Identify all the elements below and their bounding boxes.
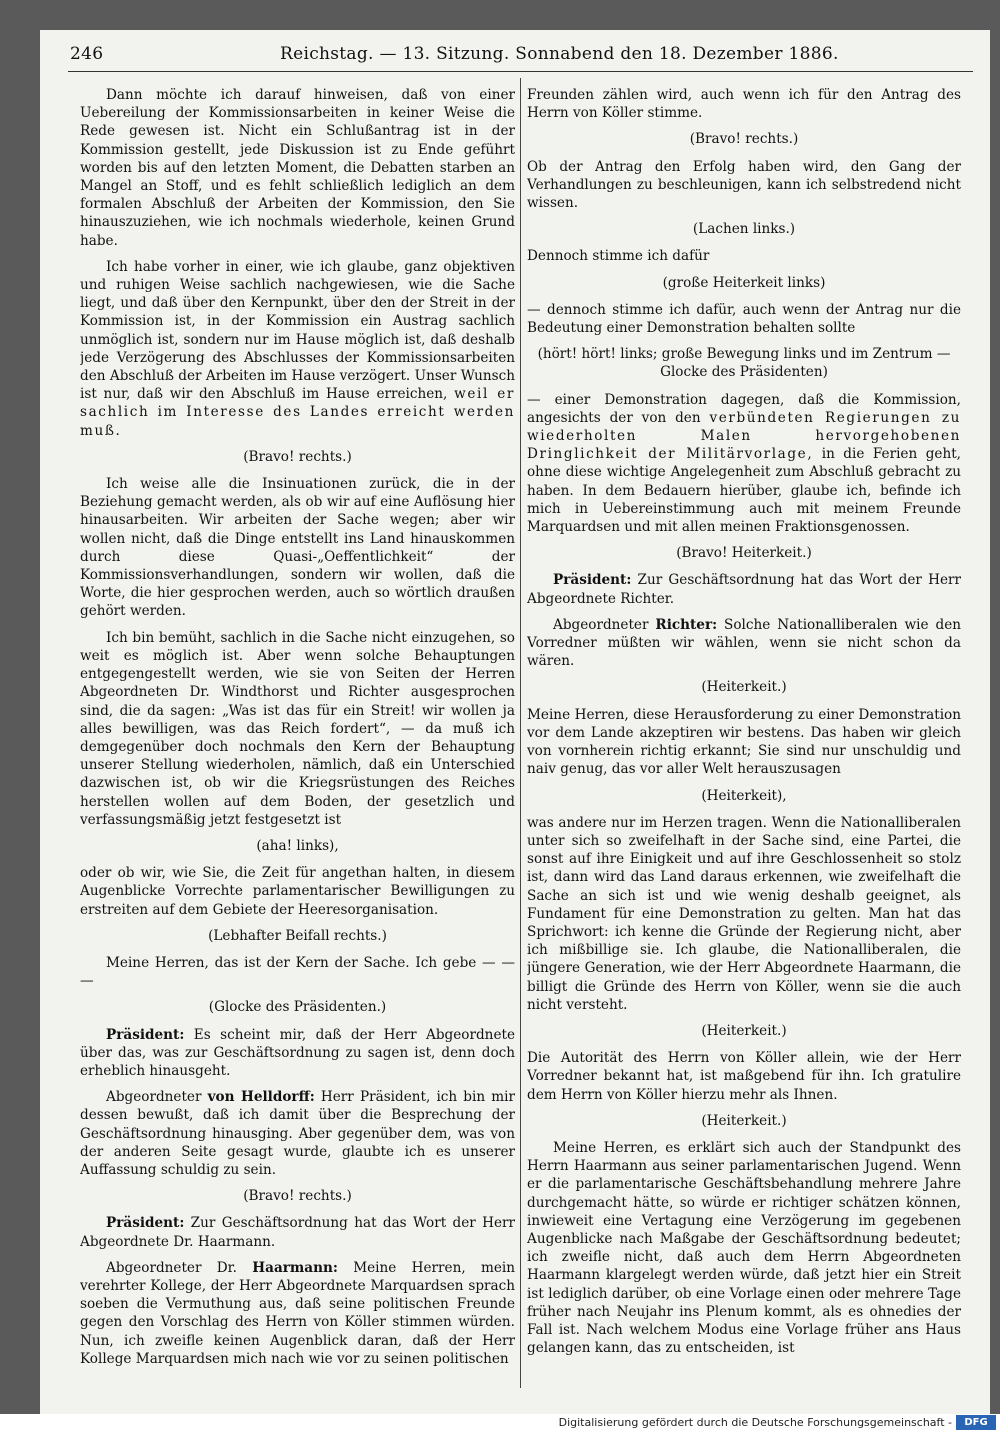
speaker-name: Richter: bbox=[655, 616, 718, 633]
speech-text: Es scheint mir, daß der Herr Abgeordnete über das, was zur Geschäftsordnung zu sagen ist, denn doch erheblich hinausgeht. bbox=[80, 1026, 515, 1079]
paragraph: Dennoch stimme ich dafür bbox=[527, 248, 710, 265]
speech-text: Zur Geschäftsordnung hat das Wort der Herr Abgeordnete Richter. bbox=[527, 572, 961, 607]
speaker-prefix: Abgeordneter Dr. bbox=[106, 1259, 253, 1276]
speech-text: Herr Präsident, ich bin mir dessen bewußt, daß ich damit über die Besprechung der Geschäftsordnung hinausging. Aber gegenüber dem, was von der anderen Seite gesagt wurde, glaubte ich es unserer Auffassung schuldig zu sein. bbox=[80, 1089, 515, 1178]
reaction: (Glocke des Präsidenten.) bbox=[208, 999, 387, 1016]
speaker-prefix: Abgeordneter bbox=[106, 1089, 208, 1106]
header-rule bbox=[68, 71, 973, 72]
reaction: (Heiterkeit), bbox=[701, 787, 787, 804]
speech bbox=[80, 1026, 515, 1081]
speech bbox=[80, 1214, 515, 1250]
paragraph: Ob der Antrag den Erfolg haben wird, den Gang der Verhandlungen zu beschleunigen, kann ich selbstredend nicht wissen. bbox=[527, 158, 961, 212]
reaction: (Bravo! rechts.) bbox=[243, 448, 352, 465]
speech-text: Meine Herren, mein verehrter Kollege, der Herr Abgeordnete Marquardsen sprach soeben die Vermuthung aus, daß seine politischen Freunde gegen den Vorschlag des Herrn von Köller stimmen würden. Nun, ich zweifle keinen Augenblick daran, daß der Herr Kollege Marquardsen mich nach wie vor zu seinen politischen bbox=[80, 1259, 515, 1367]
paragraph: Ich bin bemüht, sachlich in die Sache nicht einzugehen, so weit es möglich ist. Aber wenn solche Behauptungen entgegengestellt werden, wie sie von Seiten der Herren Abgeordneten Dr. Windthorst und Richter ausgesprochen sind, die da sagen: „Was ist das für ein Streit! wir wollen ja alles bewilligen, was das Reich fordert“, — da muß ich demgegenüber doch nochmals den Kern der Behauptung unserer Stellung wiederholen, nämlich, daß ein Unterschied dazwischen ist, ob wir die Kriegsrüstungen des Reiches herstellen wollen auf dem Boden, der gesetzlich und verfassungsmäßig jetzt festgesetzt ist bbox=[80, 629, 515, 828]
paragraph-text: Ich habe vorher in einer, wie ich glaube, ganz objektiven und ruhigen Weise sachlich nachgewiesen, wie die Sache liegt, und daß über den Kernpunkt, über den der Streit in der Kommission ist, in der Kommission ein Austrag sachlich unmöglich ist, sondern nur im Hause möglich ist, daß deshalb jede Verzögerung des Abschlusses der Kommissionsarbeiten den Abschluß der Arbeiten im Hause verzögert. Unser Wunsch ist nur, daß wir den Abschluß im Hause erreichen, bbox=[80, 258, 515, 403]
speech-text: Zur Geschäftsordnung hat das Wort der Herr Abgeordnete Dr. Haarmann. bbox=[80, 1215, 515, 1250]
reaction: (Bravo! rechts.) bbox=[689, 131, 799, 148]
column-divider bbox=[520, 78, 521, 1388]
dfg-logo: DFG bbox=[956, 1415, 996, 1430]
right-column bbox=[527, 86, 961, 1386]
reaction: (Lebhafter Beifall rechts.) bbox=[208, 927, 387, 944]
paragraph-text: — einer Demonstration dagegen, daß die Kommission, angesichts der von den bbox=[527, 391, 961, 426]
speaker-prefix: Abgeordneter bbox=[553, 616, 656, 633]
page-header bbox=[70, 44, 970, 70]
emphasized-text: verbündeten Regierungen zu wiederholten Malen hervorgehobenen Dringlichkeit der Militärvorlage, bbox=[527, 409, 961, 463]
speaker-name: Haarmann: bbox=[252, 1259, 338, 1276]
reaction: (Heiterkeit.) bbox=[701, 1022, 787, 1039]
reaction: (Bravo! Heiterkeit.) bbox=[676, 545, 812, 562]
paragraph: — dennoch stimme ich dafür, auch wenn der Antrag nur die Bedeutung einer Demonstration behalten sollte bbox=[527, 301, 961, 337]
left-column bbox=[80, 86, 515, 1386]
speech bbox=[527, 616, 961, 671]
reaction: (Bravo! rechts.) bbox=[243, 1188, 352, 1205]
speech bbox=[527, 571, 961, 607]
speech bbox=[80, 1259, 515, 1368]
running-head: Reichstag. — 13. Sitzung. Sonnabend den 18. Dezember 1886. bbox=[280, 44, 839, 64]
emphasized-text: weil er sachlich im Interesse des Landes erreicht werden muß. bbox=[80, 386, 515, 439]
reaction: (aha! links), bbox=[256, 837, 339, 854]
paragraph: Meine Herren, diese Herausforderung zu einer Demonstration vor dem Lande akzeptiren wir bestens. Das haben wir gleich von vornherein richtig erkannt; Sie sind nur unschuldig und naiv genug, das vor aller Welt herauszusagen bbox=[527, 706, 961, 778]
page-number: 246 bbox=[70, 44, 104, 64]
paragraph bbox=[80, 258, 515, 440]
reaction: (Heiterkeit.) bbox=[701, 1112, 787, 1129]
reaction: (hört! hört! links; große Bewegung links und im Zentrum — Glocke des Präsidenten) bbox=[537, 346, 951, 381]
funding-credit: Digitalisierung gefördert durch die Deutsche Forschungsgemeinschaft - bbox=[558, 1416, 952, 1429]
reaction: (große Heiterkeit links) bbox=[662, 274, 826, 291]
digitization-footer bbox=[0, 1414, 1000, 1432]
speaker-name: Präsident: bbox=[553, 572, 632, 589]
speaker-name: von Helldorff: bbox=[207, 1089, 315, 1106]
paragraph bbox=[527, 391, 961, 537]
speech-text: Solche Nationalliberalen wie den Vorredner müßten wir wählen, wenn sie nicht schon da wären. bbox=[527, 616, 961, 670]
speech bbox=[80, 1088, 515, 1179]
paragraph: Freunden zählen wird, auch wenn ich für den Antrag des Herrn von Köller stimme. bbox=[527, 87, 961, 122]
paragraph: oder ob wir, wie Sie, die Zeit für angethan halten, in diesem Augenblicke Vorrechte parlamentarischer Bewilligungen zu erstreiten auf dem Gebiete der Heeresorganisation. bbox=[80, 865, 515, 918]
reaction: (Heiterkeit.) bbox=[701, 679, 787, 696]
paragraph-text: in die Ferien geht, ohne diese wichtige Angelegenheit zum Abschluß gebracht zu haben. In dem Bedauern hierüber, glaube ich, befinde ich mich in Uebereinstimmung auch mit meinem Freunde Marquardsen und mit allen meinen Fraktionsgenossen. bbox=[527, 446, 961, 536]
paragraph: Ich weise alle die Insinuationen zurück, die in der Beziehung gemacht werden, als ob wir auf eine Auflösung hier hinausarbeiten. Wir arbeiten der Sache wegen; aber wir wollen nicht, daß die Dinge entstellt ins Land hinauskommen durch diese Quasi-„Oeffentlichkeit“ der Kommissionsverhandlungen, sondern wir wollen, daß die Worte, die hier gesprochen werden, auch so wörtlich draußen gehört werden. bbox=[80, 476, 515, 620]
speaker-name: Präsident: bbox=[106, 1215, 185, 1232]
paragraph: Meine Herren, das ist der Kern der Sache. Ich gebe — — — bbox=[80, 954, 515, 990]
paragraph: was andere nur im Herzen tragen. Wenn die Nationalliberalen unter sich so zweifelhaft in der Sache sind, eine Partei, die sonst auf ihre Einigkeit und auf ihre Geschlossenheit so stolz ist, dann wird das Land daraus erkennen, wie zweifelhaft die Sache an sich ist und wie wenig deshalb geeignet, als Fundament für eine Demonstration zu gelten. Man hat das Sprichwort: ich kenne die Gründe der Regierung nicht, aber ich mißbillige sie. Ich glaube, die Nationalliberalen, die jüngere Generation, wie der Herr Abgeordnete Haarmann, die billigt die Gründe des Herrn von Köller, wenn sie die auch nicht versteht. bbox=[527, 814, 961, 1013]
reaction: (Lachen links.) bbox=[692, 221, 796, 238]
paper-sheet bbox=[40, 30, 990, 1415]
paragraph: Dann möchte ich darauf hinweisen, daß von einer Uebereilung der Kommissionsarbeiten in keiner Weise die Rede gewesen ist. Nicht ein Schlußantrag ist in der Kommission gestellt, jede Diskussion ist zu Ende geführt worden bis auf den letzten Moment, die Debatten starben an Mangel an Stoff, und es fehlt schließlich lediglich an dem formalen Abschluß der Arbeiten der Kommission, den Sie hinauszuziehen, wie ich nochmals wiederhole, keinen Grund habe. bbox=[80, 87, 515, 249]
paragraph: Meine Herren, es erklärt sich auch der Standpunkt des Herrn Haarmann aus seiner parlamentarischen Jugend. Wenn er die parlamentarische Geschäftsbehandlung mehrere Jahre durchgemacht hätte, so würde er richtiger schätzen können, inwieweit eine Vertagung eine Verzögerung im gegebenen Augenblicke nach Maßgabe der Geschäftsordnung bedeutet; ich zweifle nicht, daß auch dem Herrn Abgeordneten Haarmann klargelegt werden würde, daß jetzt hier ein Streit ist lediglich darüber, ob eine Vorlage einen oder mehrere Tage früher nach Neujahr ins Plenum kommt, als es ohnedies der Fall ist. Nach welchem Modus eine Vorlage früher ans Haus gelangen kann, das zu entscheiden, ist bbox=[527, 1139, 961, 1357]
speaker-name: Präsident: bbox=[106, 1026, 185, 1043]
paragraph: Die Autorität des Herrn von Köller allein, wie der Herr Vorredner bekannt hat, ist maßgebend für ihn. Ich gratulire dem Herrn von Köller hierzu mehr als Ihnen. bbox=[527, 1050, 961, 1103]
